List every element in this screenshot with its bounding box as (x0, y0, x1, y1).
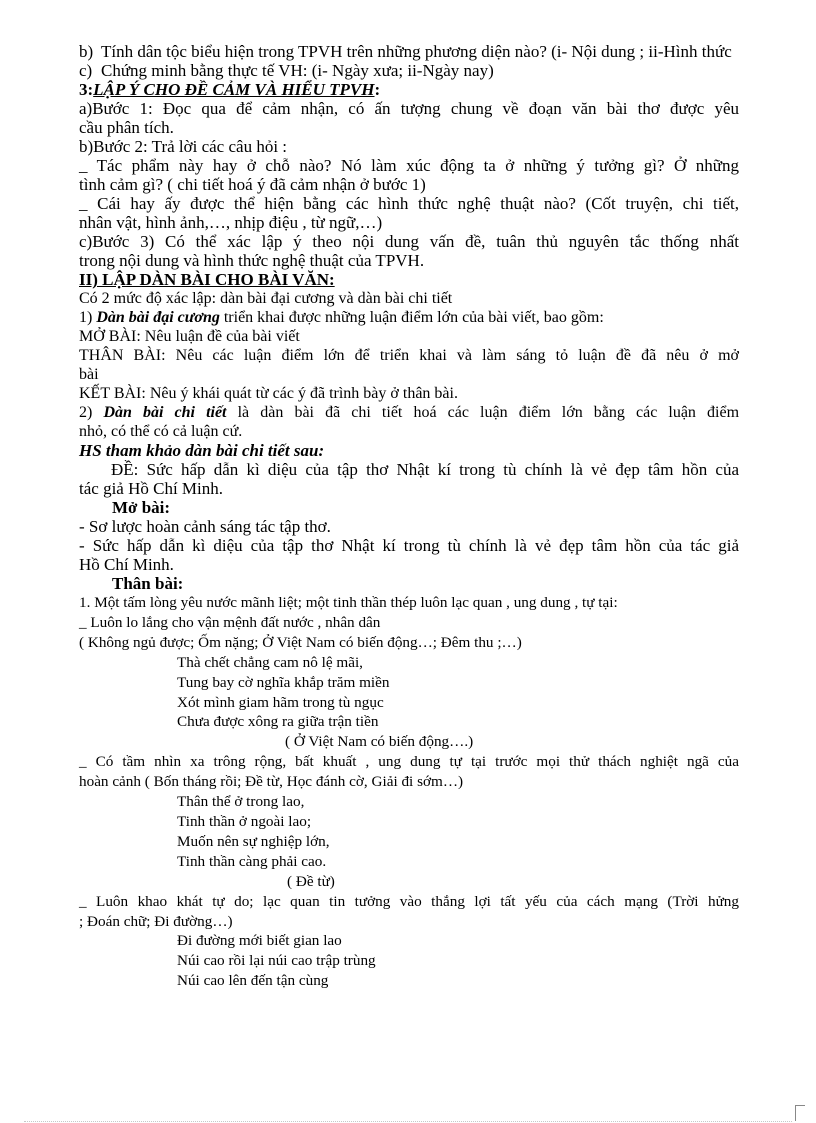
body-heading: Thân bài: (112, 574, 184, 593)
poem-2-line-2: Tinh thần ở ngoài lao; (177, 812, 312, 830)
section-2-heading: II) LẬP DÀN BÀI CHO BÀI VĂN: (79, 270, 335, 289)
section-3-heading (79, 80, 739, 99)
question-b-label: b) (79, 42, 94, 61)
question-1-line-1: _ Tác phẩm này hay ở chỗ nào? Nó làm xúc động ta ở những ý tưởng gì? Ở những (79, 156, 739, 175)
question-b (79, 42, 739, 61)
body-point-1-a: _ Luôn lo lắng cho vận mệnh đất nước , nhân dân (79, 613, 381, 631)
question-c-text: Chứng minh bằng thực tế VH: (i- Ngày xưa; ii-Ngày nay) (101, 61, 494, 80)
poem-1-line-4: Chưa được xông ra giữa trận tiền (177, 713, 379, 731)
outline-detail-title: Dàn bài chi tiết (103, 404, 227, 421)
question-2-line-1: _ Cái hay ấy được thể hiện bằng các hình thức nghệ thuật nào? (Cốt truyện, chi tiết, (79, 194, 739, 213)
outline-general-number: 1) (79, 309, 97, 326)
topic-line-1: ĐỀ: Sức hấp dẫn kì diệu của tập thơ Nhật kí trong tù chính là vẻ đẹp tâm hồn của (111, 460, 739, 479)
question-c (79, 61, 739, 80)
page-bottom-border (24, 1121, 792, 1122)
body-point-2-line-2: hoàn cảnh ( Bốn tháng rồi; Đề từ, Học đánh cờ, Giải đi sớm…) (79, 773, 464, 791)
body-point-3-line-1: _ Luôn khao khát tự do; lạc quan tin tưởng vào thắng lợi tất yếu của cách mạng (Trời hửng (79, 892, 739, 910)
than-bai-line-2: bài (79, 366, 99, 383)
step-1-line-2: cầu phân tích. (79, 118, 174, 137)
poem-3-line-2: Núi cao rồi lại núi cao trập trùng (177, 952, 376, 970)
outline-general-title: Dàn bài đại cương (96, 309, 220, 326)
intro-point-2-line-2: Hồ Chí Minh. (79, 555, 174, 574)
poem-2-line-4: Tinh thần càng phải cao. (177, 852, 327, 870)
poem-2-line-3: Muốn nên sự nghiệp lớn, (177, 832, 330, 850)
intro-point-2-line-1: - Sức hấp dẫn kì diệu của tập thơ Nhật kí trong tù chính là vẻ đẹp tâm hồn của tác giả (79, 536, 739, 555)
step-1-line-1: a)Bước 1: Đọc qua để cảm nhận, có ấn tượng chung về đoạn văn bài thơ được yêu (79, 99, 739, 118)
question-2-line-2: nhân vật, hình ảnh,…, nhịp điệu , từ ngữ,…) (79, 213, 383, 232)
body-point-1-b: ( Không ngủ được; Ốm nặng; Ở Việt Nam có biến động…; Đêm thu ;…) (79, 633, 522, 651)
section-3-colon: : (374, 80, 381, 99)
step-3-line-1: c)Bước 3) Có thể xác lập ý theo nội dung vấn đề, tuân thủ nguyên tắc thống nhất (79, 232, 739, 251)
outline-detail-text: là dàn bài đã chi tiết hoá các luận điểm lớn bằng các luận điểm (226, 404, 740, 421)
intro-point-1: - Sơ lược hoàn cảnh sáng tác tập thơ. (79, 517, 331, 536)
page-corner-mark (795, 1105, 811, 1121)
poem-1-line-3: Xót mình giam hãm trong tù ngục (177, 693, 384, 711)
poem-2-source: ( Đề từ) (287, 872, 335, 890)
levels-text: Có 2 mức độ xác lập: dàn bài đại cương và dàn bài chi tiết (79, 290, 453, 307)
section-3-title: LẬP Ý CHO ĐỀ CẢM VÀ HIỂU TPVH (93, 80, 375, 99)
ket-bai-line: KẾT BÀI: Nêu ý khái quát từ các ý đã trình bày ở thân bài. (79, 385, 458, 402)
section-3-number: 3: (79, 80, 94, 99)
question-1-line-2: tình cảm gì? ( chi tiết hoá ý đã cảm nhận ở bước 1) (79, 175, 426, 194)
step-3-line-2: trong nội dung và hình thức nghệ thuật của TPVH. (79, 251, 425, 270)
outline-general (79, 308, 739, 327)
outline-detail-line-2: nhỏ, có thể có cả luận cứ. (79, 423, 243, 440)
question-c-label: c) (79, 61, 93, 80)
outline-detail-line-1 (79, 403, 739, 422)
body-point-3-line-2: ; Đoán chữ; Đi đường…) (79, 912, 233, 930)
poem-1-line-2: Tung bay cờ nghĩa khắp trăm miền (177, 673, 390, 691)
body-point-2-line-1: _ Có tầm nhìn xa trông rộng, bất khuất , ung dung tự tại trước mọi thử thách nghiệt ngã của (79, 753, 739, 771)
poem-3-line-3: Núi cao lên đến tận cùng (177, 972, 329, 990)
mo-bai-line: MỞ BÀI: Nêu luận đề của bài viết (79, 328, 300, 345)
poem-2-line-1: Thân thể ở trong lao, (177, 793, 305, 811)
poem-1-source: ( Ở Việt Nam có biến động….) (285, 733, 474, 751)
than-bai-line-1: THÂN BÀI: Nêu các luận điểm lớn để triển khai và làm sáng tỏ luận đề đã nêu ở mở (79, 347, 739, 364)
document-page (79, 42, 739, 991)
body-point-1: 1. Một tấm lòng yêu nước mãnh liệt; một tinh thần thép luôn lạc quan , ung dung , tự tại: (79, 594, 618, 611)
topic-line-2: tác giả Hồ Chí Minh. (79, 479, 224, 498)
reference-heading: HS tham khảo dàn bài chi tiết sau: (79, 441, 325, 460)
question-b-text: Tính dân tộc biểu hiện trong TPVH trên những phương diện nào? (i- Nội dung ; ii-Hình thức (101, 42, 732, 61)
intro-heading: Mở bài: (112, 498, 171, 517)
step-2: b)Bước 2: Trả lời các câu hỏi : (79, 137, 288, 156)
outline-detail-number: 2) (79, 404, 104, 421)
outline-general-text: triển khai được những luận điểm lớn của bài viết, bao gồm: (219, 309, 604, 326)
poem-1-line-1: Thà chết chẳng cam nô lệ mãi, (177, 653, 363, 671)
poem-3-line-1: Đi đường mới biết gian lao (177, 932, 342, 950)
